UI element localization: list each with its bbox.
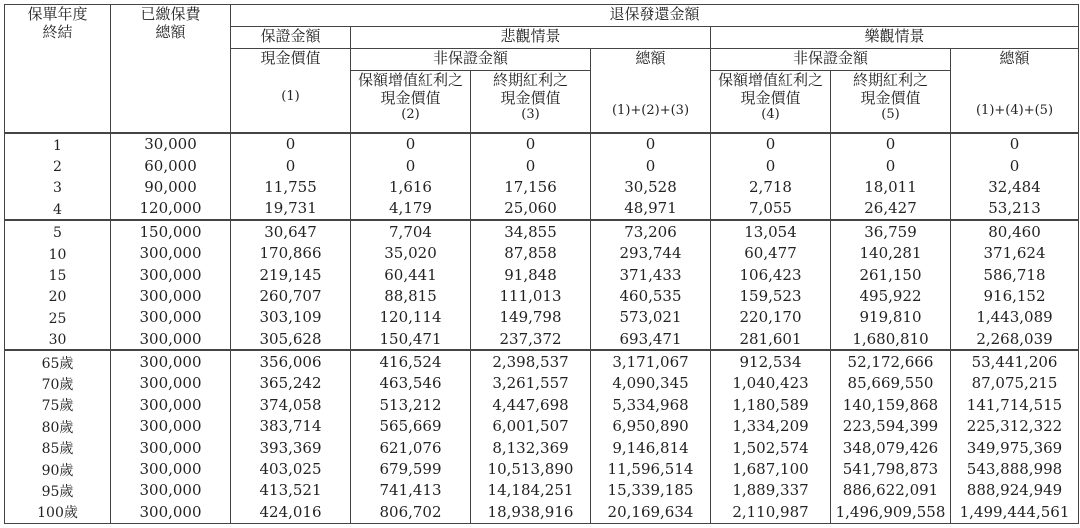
policy-year-cell: 75歲 — [5, 394, 111, 415]
guaranteed-cash-value-cell: 356,006 — [231, 350, 351, 372]
pessimistic-total-cell: 20,169,634 — [591, 501, 711, 523]
header-cash-value — [231, 49, 351, 133]
pessimistic-reversionary-bonus-cell: 88,815 — [351, 285, 471, 306]
policy-year-cell: 10 — [5, 242, 111, 263]
premium-paid-cell: 120,000 — [111, 198, 231, 220]
pessimistic-total-cell: 371,433 — [591, 264, 711, 285]
optimistic-reversionary-bonus-cell: 281,601 — [711, 328, 831, 350]
optimistic-reversionary-bonus-cell: 1,180,589 — [711, 394, 831, 415]
policy-year-cell: 15 — [5, 264, 111, 285]
pessimistic-terminal-bonus-cell: 149,798 — [471, 307, 591, 328]
pessimistic-reversionary-bonus-cell: 4,179 — [351, 198, 471, 220]
table-row — [5, 155, 1079, 176]
optimistic-terminal-bonus-cell: 52,172,666 — [831, 350, 951, 372]
pessimistic-reversionary-bonus-cell: 0 — [351, 133, 471, 155]
header-policy-year — [5, 5, 111, 133]
table-row — [5, 350, 1079, 372]
header-optimistic-terminal-bonus-text: 終期紅利之現金價值 — [852, 71, 928, 107]
premium-paid-cell: 300,000 — [111, 394, 231, 415]
guaranteed-cash-value-cell: 424,016 — [231, 501, 351, 523]
guaranteed-cash-value-cell: 0 — [231, 133, 351, 155]
pessimistic-total-cell: 73,206 — [591, 220, 711, 242]
table-row — [5, 285, 1079, 306]
header-optimistic-scenario: 樂觀情景 — [711, 27, 1079, 49]
optimistic-reversionary-bonus-cell: 1,889,337 — [711, 480, 831, 501]
header-formula-1: (1) — [281, 89, 300, 104]
optimistic-reversionary-bonus-cell: 1,502,574 — [711, 437, 831, 458]
guaranteed-cash-value-cell: 413,521 — [231, 480, 351, 501]
pessimistic-total-cell: 4,090,345 — [591, 373, 711, 394]
header-optimistic-reversionary-bonus-text: 保額增值紅利之現金價值 — [717, 71, 823, 107]
guaranteed-cash-value-cell: 403,025 — [231, 458, 351, 479]
premium-paid-cell: 300,000 — [111, 480, 231, 501]
pessimistic-terminal-bonus-cell: 14,184,251 — [471, 480, 591, 501]
header-pessimistic-terminal-bonus — [471, 71, 591, 133]
pessimistic-reversionary-bonus-cell: 463,546 — [351, 373, 471, 394]
optimistic-reversionary-bonus-cell: 2,718 — [711, 176, 831, 197]
guaranteed-cash-value-cell: 393,369 — [231, 437, 351, 458]
table-row — [5, 307, 1079, 328]
pessimistic-total-cell: 15,339,185 — [591, 480, 711, 501]
pessimistic-terminal-bonus-cell: 10,513,890 — [471, 458, 591, 479]
pessimistic-terminal-bonus-cell: 6,001,507 — [471, 416, 591, 437]
pessimistic-total-cell: 573,021 — [591, 307, 711, 328]
header-pessimistic-reversionary-bonus-text: 保額增值紅利之現金價值 — [357, 71, 463, 107]
pessimistic-total-cell: 293,744 — [591, 242, 711, 263]
header-formula-3: (3) — [521, 107, 540, 122]
premium-paid-cell: 300,000 — [111, 350, 231, 372]
optimistic-reversionary-bonus-cell: 1,040,423 — [711, 373, 831, 394]
header-optimistic-non-guaranteed: 非保證金額 — [711, 49, 951, 71]
policy-year-cell: 95歲 — [5, 480, 111, 501]
table-row — [5, 242, 1079, 263]
optimistic-total-cell: 371,624 — [951, 242, 1079, 263]
pessimistic-reversionary-bonus-cell: 120,114 — [351, 307, 471, 328]
premium-paid-cell: 300,000 — [111, 285, 231, 306]
pessimistic-terminal-bonus-cell: 0 — [471, 133, 591, 155]
optimistic-total-cell: 53,441,206 — [951, 350, 1079, 372]
policy-year-cell: 1 — [5, 133, 111, 155]
guaranteed-cash-value-cell: 30,647 — [231, 220, 351, 242]
pessimistic-terminal-bonus-cell: 3,261,557 — [471, 373, 591, 394]
optimistic-total-cell: 80,460 — [951, 220, 1079, 242]
pessimistic-total-cell: 693,471 — [591, 328, 711, 350]
pessimistic-terminal-bonus-cell: 18,938,916 — [471, 501, 591, 523]
pessimistic-terminal-bonus-cell: 2,398,537 — [471, 350, 591, 372]
table-header — [5, 5, 1079, 133]
surrender-value-table — [4, 4, 1079, 524]
header-formula-optimistic: (1)+(4)+(5) — [975, 103, 1054, 118]
header-optimistic-total — [951, 49, 1079, 133]
optimistic-total-cell: 87,075,215 — [951, 373, 1079, 394]
header-pessimistic-total — [591, 49, 711, 133]
table-row — [5, 198, 1079, 220]
optimistic-reversionary-bonus-cell: 7,055 — [711, 198, 831, 220]
premium-paid-cell: 300,000 — [111, 328, 231, 350]
guaranteed-cash-value-cell: 260,707 — [231, 285, 351, 306]
premium-paid-cell: 300,000 — [111, 501, 231, 523]
pessimistic-terminal-bonus-cell: 87,858 — [471, 242, 591, 263]
optimistic-total-cell: 888,924,949 — [951, 480, 1079, 501]
optimistic-reversionary-bonus-cell: 220,170 — [711, 307, 831, 328]
pessimistic-total-cell: 9,146,814 — [591, 437, 711, 458]
optimistic-terminal-bonus-cell: 886,622,091 — [831, 480, 951, 501]
optimistic-terminal-bonus-cell: 348,079,426 — [831, 437, 951, 458]
policy-year-cell: 5 — [5, 220, 111, 242]
optimistic-reversionary-bonus-cell: 912,534 — [711, 350, 831, 372]
header-total-premium-paid-text: 已繳保費總額 — [140, 5, 201, 41]
premium-paid-cell: 300,000 — [111, 242, 231, 263]
optimistic-total-cell: 141,714,515 — [951, 394, 1079, 415]
table-row — [5, 176, 1079, 197]
header-optimistic-total-text: 總額 — [999, 49, 1030, 67]
optimistic-total-cell: 2,268,039 — [951, 328, 1079, 350]
guaranteed-cash-value-cell: 305,628 — [231, 328, 351, 350]
pessimistic-reversionary-bonus-cell: 0 — [351, 155, 471, 176]
optimistic-terminal-bonus-cell: 261,150 — [831, 264, 951, 285]
policy-year-cell: 100歲 — [5, 501, 111, 523]
header-optimistic-reversionary-bonus — [711, 71, 831, 133]
table-row — [5, 501, 1079, 523]
pessimistic-reversionary-bonus-cell: 416,524 — [351, 350, 471, 372]
premium-paid-cell: 150,000 — [111, 220, 231, 242]
header-pessimistic-total-text: 總額 — [635, 49, 666, 67]
header-optimistic-terminal-bonus — [831, 71, 951, 133]
policy-year-cell: 3 — [5, 176, 111, 197]
pessimistic-terminal-bonus-cell: 0 — [471, 155, 591, 176]
optimistic-reversionary-bonus-cell: 60,477 — [711, 242, 831, 263]
premium-paid-cell: 30,000 — [111, 133, 231, 155]
optimistic-reversionary-bonus-cell: 159,523 — [711, 285, 831, 306]
optimistic-reversionary-bonus-cell: 1,687,100 — [711, 458, 831, 479]
pessimistic-terminal-bonus-cell: 237,372 — [471, 328, 591, 350]
premium-paid-cell: 90,000 — [111, 176, 231, 197]
policy-year-cell: 2 — [5, 155, 111, 176]
table-row — [5, 264, 1079, 285]
optimistic-terminal-bonus-cell: 541,798,873 — [831, 458, 951, 479]
optimistic-terminal-bonus-cell: 1,680,810 — [831, 328, 951, 350]
pessimistic-reversionary-bonus-cell: 565,669 — [351, 416, 471, 437]
table-row — [5, 480, 1079, 501]
pessimistic-total-cell: 0 — [591, 155, 711, 176]
premium-paid-cell: 300,000 — [111, 458, 231, 479]
optimistic-terminal-bonus-cell: 0 — [831, 133, 951, 155]
optimistic-terminal-bonus-cell: 0 — [831, 155, 951, 176]
policy-year-cell: 4 — [5, 198, 111, 220]
optimistic-total-cell: 1,499,444,561 — [951, 501, 1079, 523]
optimistic-total-cell: 349,975,369 — [951, 437, 1079, 458]
header-formula-4: (4) — [761, 107, 780, 122]
premium-paid-cell: 300,000 — [111, 416, 231, 437]
guaranteed-cash-value-cell: 365,242 — [231, 373, 351, 394]
pessimistic-terminal-bonus-cell: 91,848 — [471, 264, 591, 285]
optimistic-terminal-bonus-cell: 223,594,399 — [831, 416, 951, 437]
optimistic-terminal-bonus-cell: 140,159,868 — [831, 394, 951, 415]
policy-year-cell: 80歲 — [5, 416, 111, 437]
optimistic-reversionary-bonus-cell: 13,054 — [711, 220, 831, 242]
optimistic-total-cell: 543,888,998 — [951, 458, 1079, 479]
pessimistic-reversionary-bonus-cell: 621,076 — [351, 437, 471, 458]
premium-paid-cell: 60,000 — [111, 155, 231, 176]
header-pessimistic-non-guaranteed: 非保證金額 — [351, 49, 591, 71]
pessimistic-terminal-bonus-cell: 25,060 — [471, 198, 591, 220]
pessimistic-reversionary-bonus-cell: 60,441 — [351, 264, 471, 285]
pessimistic-reversionary-bonus-cell: 679,599 — [351, 458, 471, 479]
header-formula-5: (5) — [881, 107, 900, 122]
pessimistic-total-cell: 6,950,890 — [591, 416, 711, 437]
pessimistic-total-cell: 30,528 — [591, 176, 711, 197]
optimistic-reversionary-bonus-cell: 2,110,987 — [711, 501, 831, 523]
pessimistic-terminal-bonus-cell: 4,447,698 — [471, 394, 591, 415]
guaranteed-cash-value-cell: 219,145 — [231, 264, 351, 285]
premium-paid-cell: 300,000 — [111, 264, 231, 285]
guaranteed-cash-value-cell: 303,109 — [231, 307, 351, 328]
policy-year-cell: 85歲 — [5, 437, 111, 458]
optimistic-reversionary-bonus-cell: 0 — [711, 155, 831, 176]
table-row — [5, 373, 1079, 394]
pessimistic-reversionary-bonus-cell: 35,020 — [351, 242, 471, 263]
optimistic-terminal-bonus-cell: 18,011 — [831, 176, 951, 197]
premium-paid-cell: 300,000 — [111, 307, 231, 328]
optimistic-reversionary-bonus-cell: 0 — [711, 133, 831, 155]
header-guaranteed-amount: 保證金額 — [231, 27, 351, 49]
pessimistic-total-cell: 460,535 — [591, 285, 711, 306]
policy-year-cell: 90歲 — [5, 458, 111, 479]
optimistic-total-cell: 225,312,322 — [951, 416, 1079, 437]
policy-year-cell: 25 — [5, 307, 111, 328]
guaranteed-cash-value-cell: 383,714 — [231, 416, 351, 437]
pessimistic-total-cell: 11,596,514 — [591, 458, 711, 479]
guaranteed-cash-value-cell: 170,866 — [231, 242, 351, 263]
guaranteed-cash-value-cell: 19,731 — [231, 198, 351, 220]
pessimistic-reversionary-bonus-cell: 7,704 — [351, 220, 471, 242]
optimistic-total-cell: 1,443,089 — [951, 307, 1079, 328]
optimistic-terminal-bonus-cell: 36,759 — [831, 220, 951, 242]
optimistic-total-cell: 0 — [951, 133, 1079, 155]
policy-year-cell: 20 — [5, 285, 111, 306]
optimistic-total-cell: 32,484 — [951, 176, 1079, 197]
header-policy-year-text: 保單年度終結 — [27, 5, 88, 41]
optimistic-terminal-bonus-cell: 85,669,550 — [831, 373, 951, 394]
pessimistic-reversionary-bonus-cell: 806,702 — [351, 501, 471, 523]
guaranteed-cash-value-cell: 11,755 — [231, 176, 351, 197]
table-row — [5, 220, 1079, 242]
table-row — [5, 328, 1079, 350]
optimistic-terminal-bonus-cell: 919,810 — [831, 307, 951, 328]
optimistic-terminal-bonus-cell: 1,496,909,558 — [831, 501, 951, 523]
optimistic-reversionary-bonus-cell: 1,334,209 — [711, 416, 831, 437]
header-total-premium-paid — [111, 5, 231, 133]
table-row — [5, 416, 1079, 437]
pessimistic-terminal-bonus-cell: 17,156 — [471, 176, 591, 197]
optimistic-terminal-bonus-cell: 140,281 — [831, 242, 951, 263]
pessimistic-terminal-bonus-cell: 8,132,369 — [471, 437, 591, 458]
guaranteed-cash-value-cell: 0 — [231, 155, 351, 176]
premium-paid-cell: 300,000 — [111, 437, 231, 458]
table-row — [5, 394, 1079, 415]
table-row — [5, 437, 1079, 458]
optimistic-total-cell: 916,152 — [951, 285, 1079, 306]
table-body — [5, 133, 1079, 524]
pessimistic-terminal-bonus-cell: 111,013 — [471, 285, 591, 306]
table-row — [5, 458, 1079, 479]
header-cash-value-text: 現金價值 — [260, 49, 321, 67]
pessimistic-terminal-bonus-cell: 34,855 — [471, 220, 591, 242]
table-row — [5, 133, 1079, 155]
pessimistic-total-cell: 3,171,067 — [591, 350, 711, 372]
header-surrender-value-group: 退保發還金額 — [231, 5, 1079, 27]
policy-year-cell: 65歲 — [5, 350, 111, 372]
policy-year-cell: 30 — [5, 328, 111, 350]
optimistic-terminal-bonus-cell: 495,922 — [831, 285, 951, 306]
header-pessimistic-scenario: 悲觀情景 — [351, 27, 711, 49]
premium-paid-cell: 300,000 — [111, 373, 231, 394]
pessimistic-reversionary-bonus-cell: 741,413 — [351, 480, 471, 501]
pessimistic-total-cell: 0 — [591, 133, 711, 155]
pessimistic-reversionary-bonus-cell: 1,616 — [351, 176, 471, 197]
optimistic-total-cell: 53,213 — [951, 198, 1079, 220]
header-pessimistic-terminal-bonus-text: 終期紅利之現金價值 — [492, 71, 568, 107]
optimistic-terminal-bonus-cell: 26,427 — [831, 198, 951, 220]
pessimistic-reversionary-bonus-cell: 513,212 — [351, 394, 471, 415]
header-pessimistic-reversionary-bonus — [351, 71, 471, 133]
optimistic-reversionary-bonus-cell: 106,423 — [711, 264, 831, 285]
guaranteed-cash-value-cell: 374,058 — [231, 394, 351, 415]
policy-year-cell: 70歲 — [5, 373, 111, 394]
optimistic-total-cell: 586,718 — [951, 264, 1079, 285]
header-formula-2: (2) — [401, 107, 420, 122]
pessimistic-reversionary-bonus-cell: 150,471 — [351, 328, 471, 350]
pessimistic-total-cell: 48,971 — [591, 198, 711, 220]
pessimistic-total-cell: 5,334,968 — [591, 394, 711, 415]
header-formula-pessimistic: (1)+(2)+(3) — [611, 103, 690, 118]
optimistic-total-cell: 0 — [951, 155, 1079, 176]
